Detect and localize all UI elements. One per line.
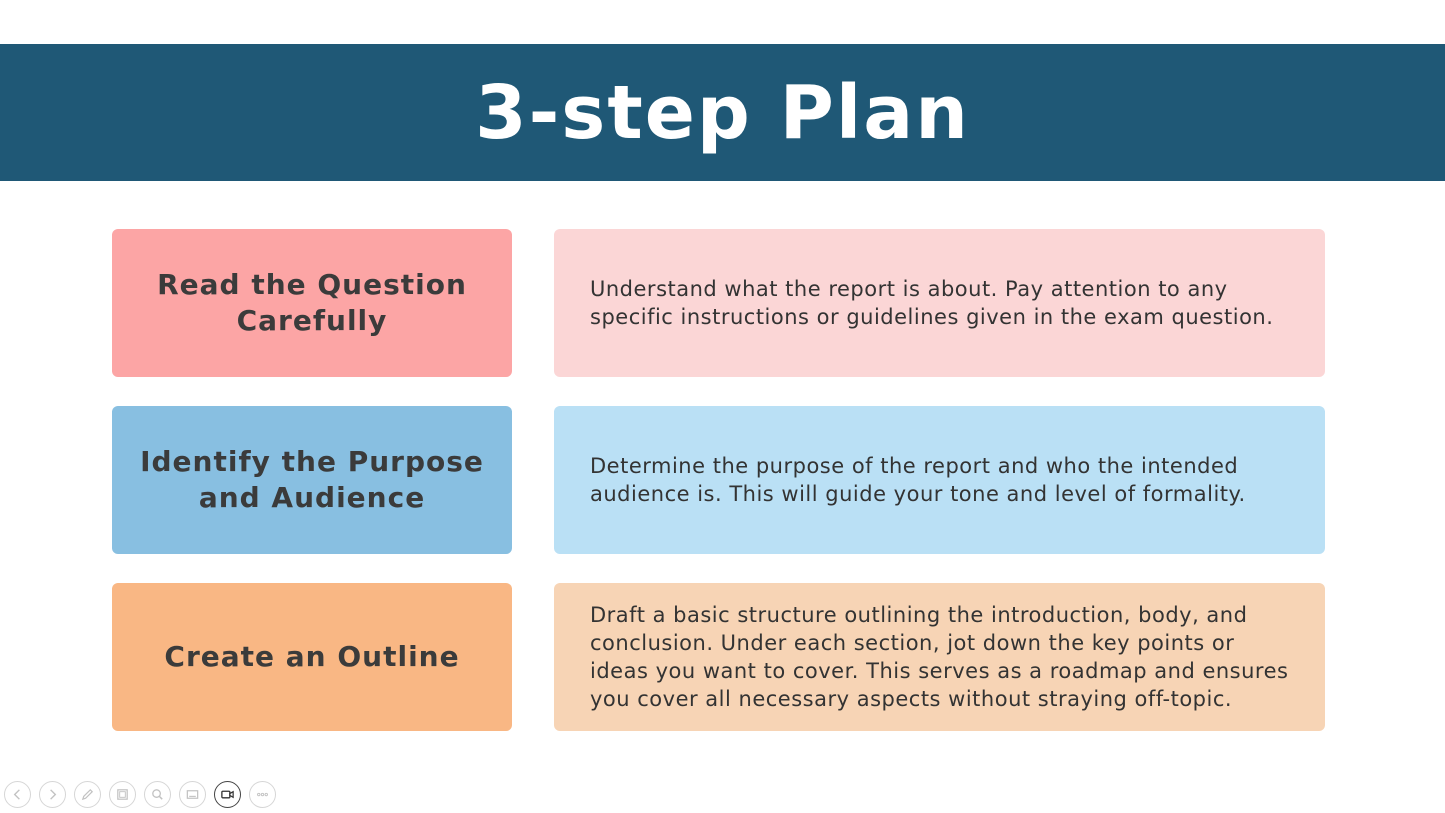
slides-grid-icon: [115, 787, 130, 802]
slide-title: 3-step Plan: [475, 69, 970, 156]
subtitles-icon: [185, 787, 200, 802]
pen-button[interactable]: [74, 781, 101, 808]
next-icon: [45, 787, 60, 802]
step-2-description: Determine the purpose of the report and who the intended audience is. This will guide your tone and level of formality.: [590, 454, 1246, 506]
step-3-label-box: [112, 583, 512, 731]
zoom-button[interactable]: [144, 781, 171, 808]
step-1-description-box: [554, 229, 1325, 377]
more-icon: [255, 787, 270, 802]
step-3-description: Draft a basic structure outlining the introduction, body, and conclusion. Under each section, jot down the key points or ideas you want to cover. This serves as a roadmap and ensures you cover all necessary aspects without straying off-topic.: [590, 603, 1289, 711]
step-1-label-box: [112, 229, 512, 377]
step-2-description-box: [554, 406, 1325, 554]
step-3-description-box: [554, 583, 1325, 731]
pen-icon: [80, 787, 95, 802]
more-button[interactable]: [249, 781, 276, 808]
previous-button[interactable]: [4, 781, 31, 808]
next-button[interactable]: [39, 781, 66, 808]
camera-icon: [220, 787, 235, 802]
step-2-label-box: [112, 406, 512, 554]
step-2-label: Identify the Purpose and Audience: [140, 445, 484, 514]
title-banner: [0, 44, 1445, 181]
slides-grid-button[interactable]: [109, 781, 136, 808]
camera-button[interactable]: [214, 781, 241, 808]
step-1-label: Read the Question Carefully: [157, 268, 467, 337]
subtitles-button[interactable]: [179, 781, 206, 808]
step-3-label: Create an Outline: [164, 640, 460, 673]
step-1-description: Understand what the report is about. Pay attention to any specific instructions or guidelines given in the exam question.: [590, 277, 1274, 329]
previous-icon: [10, 787, 25, 802]
presentation-toolbar: [4, 781, 276, 809]
zoom-icon: [150, 787, 165, 802]
